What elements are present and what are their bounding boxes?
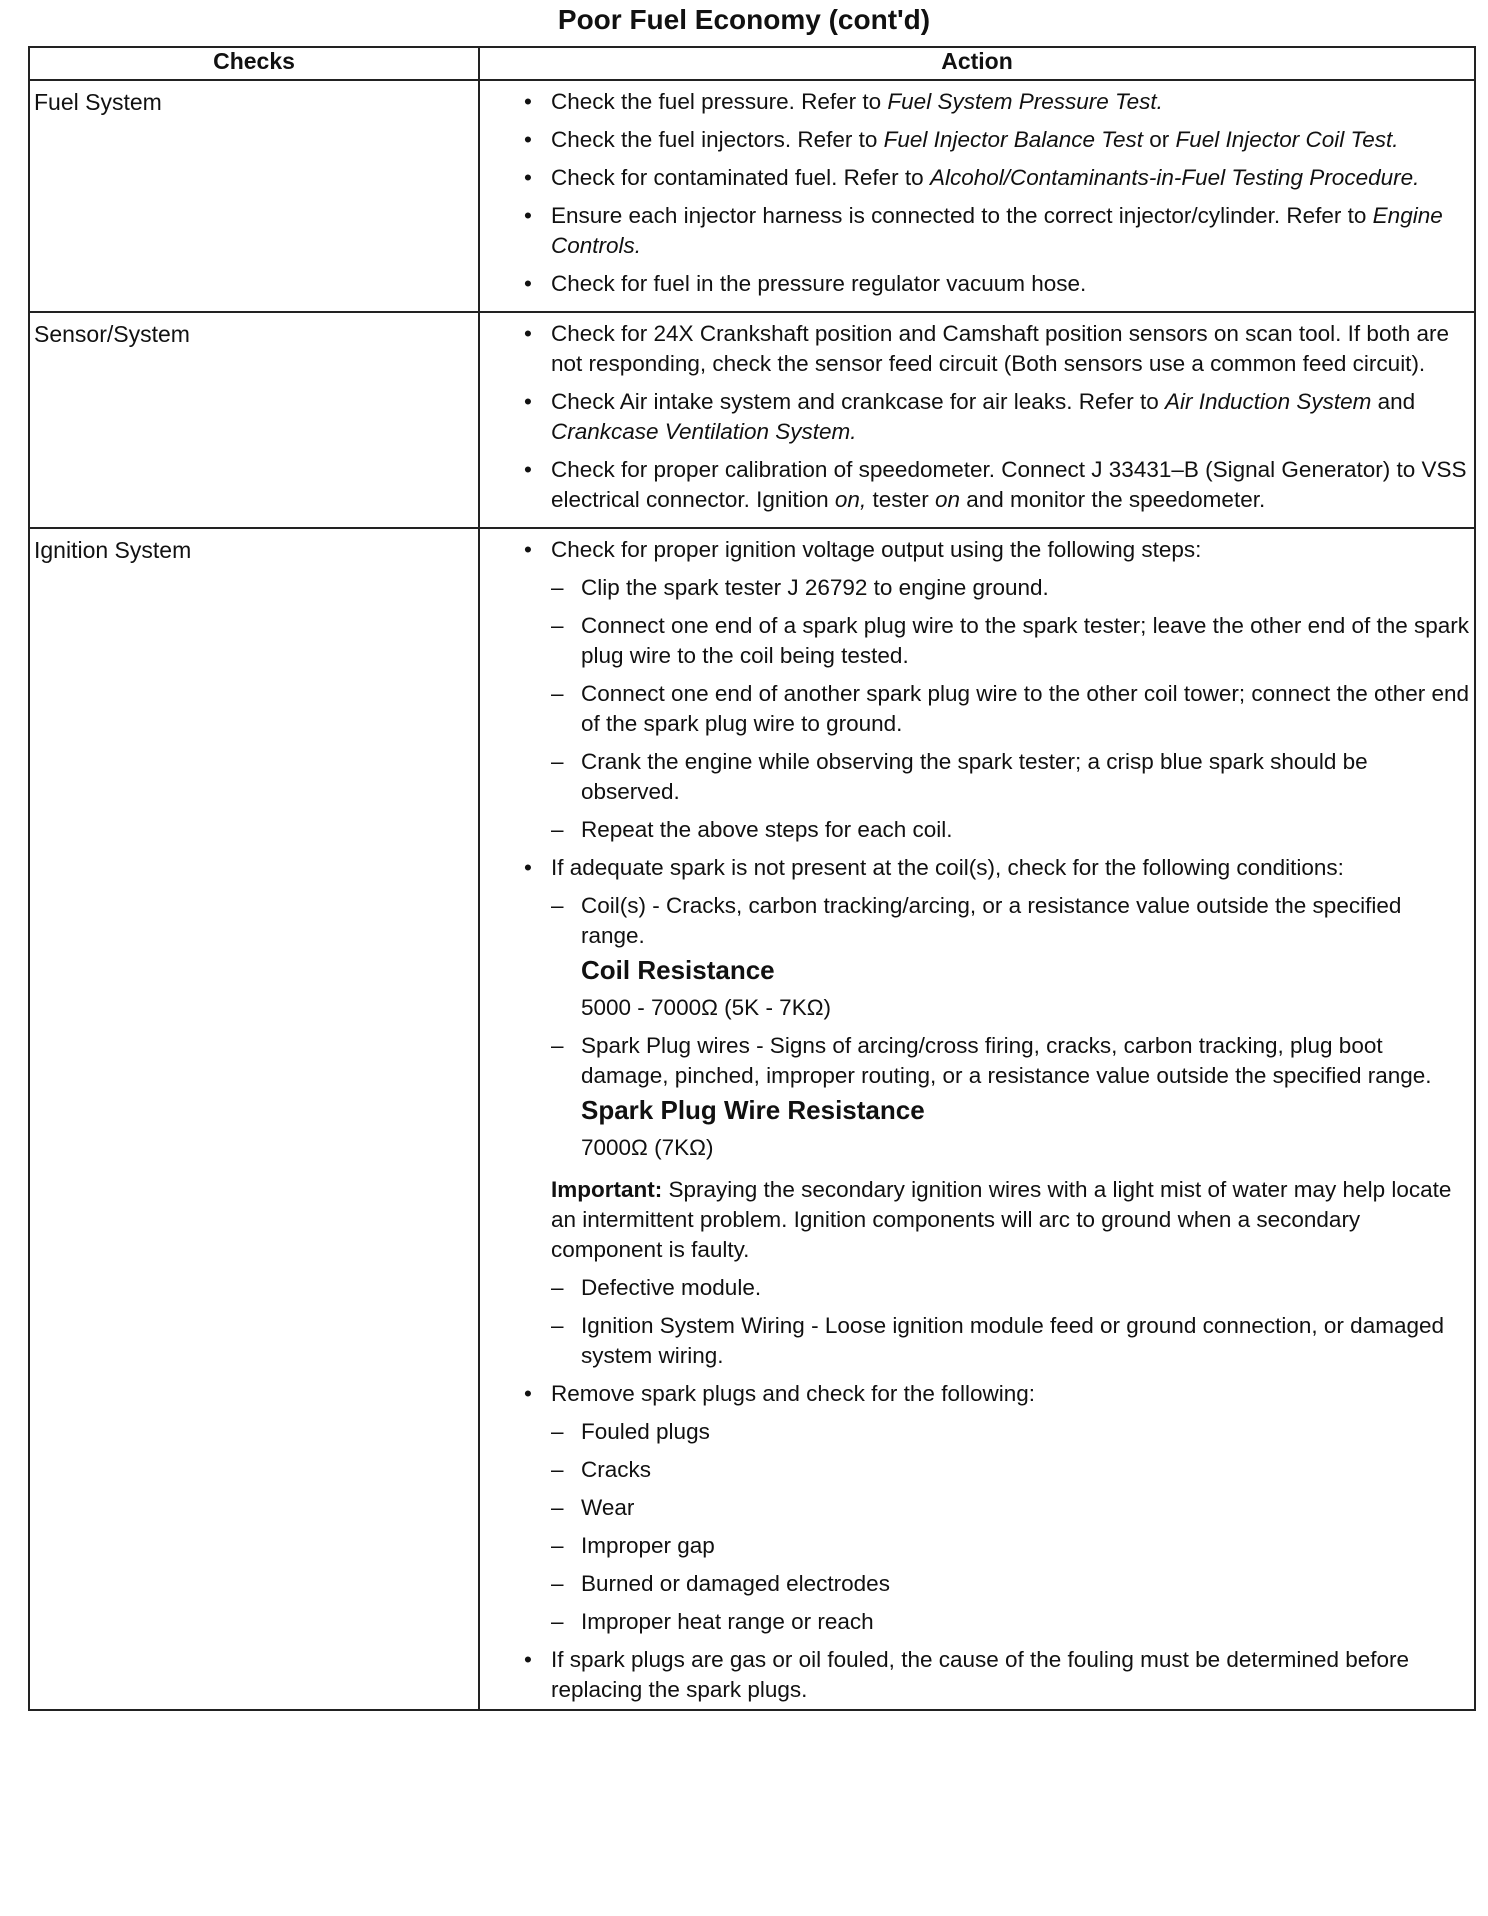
checks-table <box>28 46 1476 1711</box>
important-note: Important: Spraying the secondary ignition wires with a light mist of water may help locate an intermittent problem. Ignition components will arc to ground when a secondary component is faulty. <box>551 1177 1452 1262</box>
step-item: – Repeat the above steps for each coil. <box>524 815 1470 845</box>
table-row-fuel-system <box>29 80 1475 312</box>
condition-item: – Defective module. <box>524 1273 1470 1303</box>
condition-item: – Ignition System Wiring - Loose ignition module feed or ground connection, or damaged system wiring. <box>524 1311 1470 1371</box>
page-title: Poor Fuel Economy (cont'd) <box>557 4 931 35</box>
coil-resistance-heading: Coil Resistance <box>581 955 775 985</box>
bullet-item: • Check Air intake system and crankcase for air leaks. Refer to Air Induction System and Crankcase Ventilation System. <box>524 387 1470 447</box>
check-fuel-system: Fuel System <box>29 80 479 312</box>
reference-link-text: Crankcase Ventilation System. <box>551 419 857 444</box>
header-action: Action <box>479 47 1475 80</box>
reference-link-text: Air Induction System <box>1165 389 1372 414</box>
bullet-item: • If adequate spark is not present at the coil(s), check for the following conditions: <box>524 853 1470 883</box>
reference-link-text: Fuel Injector Balance Test <box>883 127 1143 152</box>
inspection-item: – Improper heat range or reach <box>524 1607 1470 1637</box>
step-item: – Crank the engine while observing the spark tester; a crisp blue spark should be observed. <box>524 747 1470 807</box>
important-label: Important: <box>551 1177 663 1202</box>
step-item: – Clip the spark tester J 26792 to engine ground. <box>524 573 1470 603</box>
table-row-sensor-system <box>29 312 1475 528</box>
inspection-item: – Fouled plugs <box>524 1417 1470 1447</box>
check-sensor-system: Sensor/System <box>29 312 479 528</box>
bullet-item: • Remove spark plugs and check for the following: <box>524 1379 1470 1409</box>
reference-link-text: Engine Controls. <box>551 203 1443 258</box>
action-fuel-system <box>479 80 1475 312</box>
bullet-item: • If spark plugs are gas or oil fouled, the cause of the fouling must be determined before replacing the spark plugs. <box>524 1645 1470 1705</box>
wire-resistance-spec: 7000Ω (7KΩ) <box>581 1135 714 1160</box>
bullet-item: • Check for 24X Crankshaft position and Camshaft position sensors on scan tool. If both are not responding, check the sensor feed circuit (Both sensors use a common feed circuit). <box>524 319 1470 379</box>
inspection-item: – Wear <box>524 1493 1470 1523</box>
step-item: – Connect one end of another spark plug wire to the other coil tower; connect the other end of the spark plug wire to ground. <box>524 679 1470 739</box>
header-checks: Checks <box>29 47 479 80</box>
reference-link-text: Alcohol/Contaminants-in-Fuel Testing Procedure. <box>929 165 1420 190</box>
action-ignition-system <box>479 528 1475 1710</box>
bullet-item: • Check the fuel injectors. Refer to Fuel Injector Balance Test or Fuel Injector Coil Test. <box>524 125 1470 155</box>
condition-item-coil: – Coil(s) - Cracks, carbon tracking/arcing, or a resistance value outside the specified range. <box>524 891 1470 951</box>
inspection-item: – Cracks <box>524 1455 1470 1485</box>
bullet-item: • Check the fuel pressure. Refer to Fuel System Pressure Test. <box>524 87 1470 117</box>
step-item: – Connect one end of a spark plug wire to the spark tester; leave the other end of the spark plug wire to the coil being tested. <box>524 611 1470 671</box>
action-sensor-system <box>479 312 1475 528</box>
reference-link-text: Fuel Injector Coil Test. <box>1175 127 1399 152</box>
table-row-ignition-system <box>29 528 1475 1710</box>
check-ignition-system: Ignition System <box>29 528 479 1710</box>
bullet-item: • Check for proper ignition voltage output using the following steps: <box>524 535 1470 565</box>
inspection-item: – Burned or damaged electrodes <box>524 1569 1470 1599</box>
bullet-item: • Check for proper calibration of speedometer. Connect J 33431–B (Signal Generator) to VSS electrical connector. Ignition on, tester on and monitor the speedometer. <box>524 455 1470 515</box>
bullet-item: • Check for contaminated fuel. Refer to Alcohol/Contaminants-in-Fuel Testing Procedure. <box>524 163 1470 193</box>
coil-resistance-spec: 5000 - 7000Ω (5K - 7KΩ) <box>581 995 832 1020</box>
condition-item-wires: – Spark Plug wires - Signs of arcing/cross firing, cracks, carbon tracking, plug boot damage, pinched, improper routing, or a resistance value outside the specified range. <box>524 1031 1470 1091</box>
bullet-item: • Check for fuel in the pressure regulator vacuum hose. <box>524 269 1470 299</box>
bullet-item: • Ensure each injector harness is connected to the correct injector/cylinder. Refer to Engine Controls. <box>524 201 1470 261</box>
wire-resistance-heading: Spark Plug Wire Resistance <box>581 1095 925 1125</box>
table-header-row <box>29 47 1475 80</box>
inspection-item: – Improper gap <box>524 1531 1470 1561</box>
reference-link-text: Fuel System Pressure Test. <box>887 89 1163 114</box>
